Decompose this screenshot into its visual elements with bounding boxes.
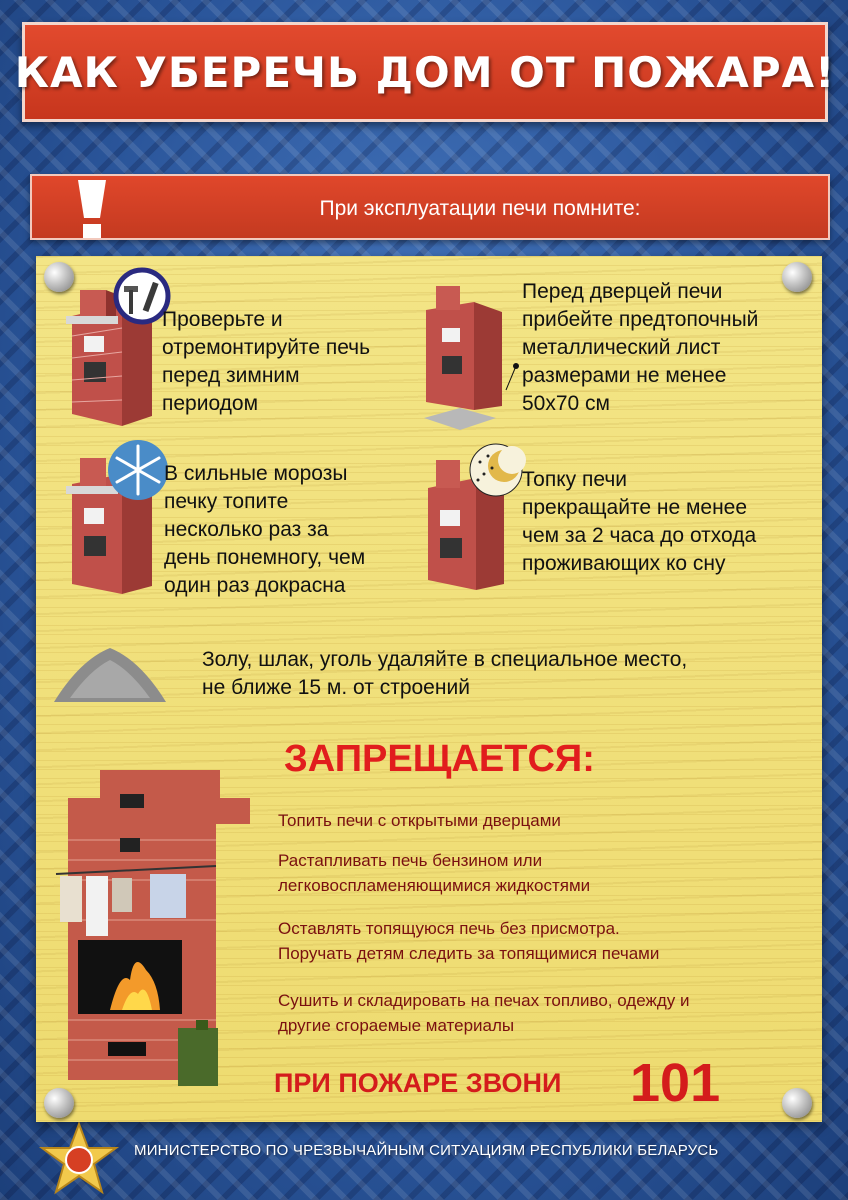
tip-line: прибейте предтопочный <box>522 308 759 331</box>
prohibited-title: ЗАПРЕЩАЕТСЯ: <box>284 738 595 780</box>
tip-frost <box>164 460 365 600</box>
tip-line: один раз докрасна <box>164 574 346 597</box>
exclamation-icon <box>72 178 112 242</box>
emergency-number: 101 <box>630 1053 721 1113</box>
tip-repair <box>162 306 370 418</box>
tip-line: прекращайте не менее <box>522 496 748 519</box>
stove-fireplace-image <box>50 770 250 1100</box>
subtitle-banner <box>30 174 830 240</box>
prohibited-line: Поручать детям следить за топящимися печами <box>278 944 660 963</box>
tip-line: металлический лист <box>522 336 721 359</box>
prohibited-line: Оставлять топящуюся печь без присмотра. <box>278 919 620 938</box>
tip-line: периодом <box>162 392 259 415</box>
prohibited-line: Топить печи с открытыми дверцами <box>278 811 561 830</box>
prohibited-line: легковоспламеняющимися жидкостями <box>278 876 591 895</box>
tip-line: день понемногу, чем <box>164 546 366 569</box>
tip-line: несколько раз за <box>164 518 329 541</box>
call-label: ПРИ ПОЖАРЕ ЗВОНИ <box>274 1068 562 1098</box>
tip-line: проживающих ко сну <box>522 552 726 575</box>
subtitle: При эксплуатации печи помните: <box>319 197 641 220</box>
tools-icon <box>116 270 168 322</box>
bolt-bottom-right <box>782 1088 812 1118</box>
prohibited-line: другие сгораемые материалы <box>278 1016 515 1035</box>
prohibited-item <box>278 808 561 833</box>
tip-line: Перед дверцей печи <box>522 280 723 303</box>
page-title: КАК УБЕРЕЧЬ ДОМ ОТ ПОЖАРА! <box>14 47 836 97</box>
tip-line: перед зимним <box>162 364 300 387</box>
stove-image-sheet <box>416 280 526 436</box>
tip-stop <box>522 466 756 578</box>
title-banner <box>14 22 836 122</box>
tip-line: чем за 2 часа до отхода <box>522 524 757 547</box>
prohibited-item <box>278 848 590 898</box>
bolt-top-right <box>782 262 812 292</box>
stove-image-night <box>418 440 528 600</box>
tip-line: не ближе 15 м. от строений <box>202 676 470 699</box>
tip-line: печку топите <box>164 490 289 513</box>
moon-icon <box>470 444 526 496</box>
snowflake-icon <box>108 440 168 500</box>
prohibited-line: Растапливать печь бензином или <box>278 851 543 870</box>
tip-line: 50х70 см <box>522 392 610 415</box>
footer-ministry: МИНИСТЕРСТВО ПО ЧРЕЗВЫЧАЙНЫМ СИТУАЦИЯМ РЕСПУБЛИКИ БЕЛАРУСЬ <box>134 1142 719 1159</box>
prohibited-item <box>278 988 690 1038</box>
prohibited-item <box>278 916 659 966</box>
tip-line: размерами не менее <box>522 364 727 387</box>
tip-line: Золу, шлак, уголь удаляйте в специальное место, <box>202 648 688 671</box>
tip-sheet <box>522 278 758 418</box>
tip-line: Проверьте и <box>162 308 283 331</box>
tip-ash <box>202 646 687 702</box>
tip-line: отремонтируйте печь <box>162 336 371 359</box>
emblem-icon <box>38 1122 120 1196</box>
tip-line: Топку печи <box>522 468 628 491</box>
tip-line: В сильные морозы <box>164 462 348 485</box>
ash-pile-image <box>50 640 170 708</box>
prohibited-line: Сушить и складировать на печах топливо, одежду и <box>278 991 690 1010</box>
